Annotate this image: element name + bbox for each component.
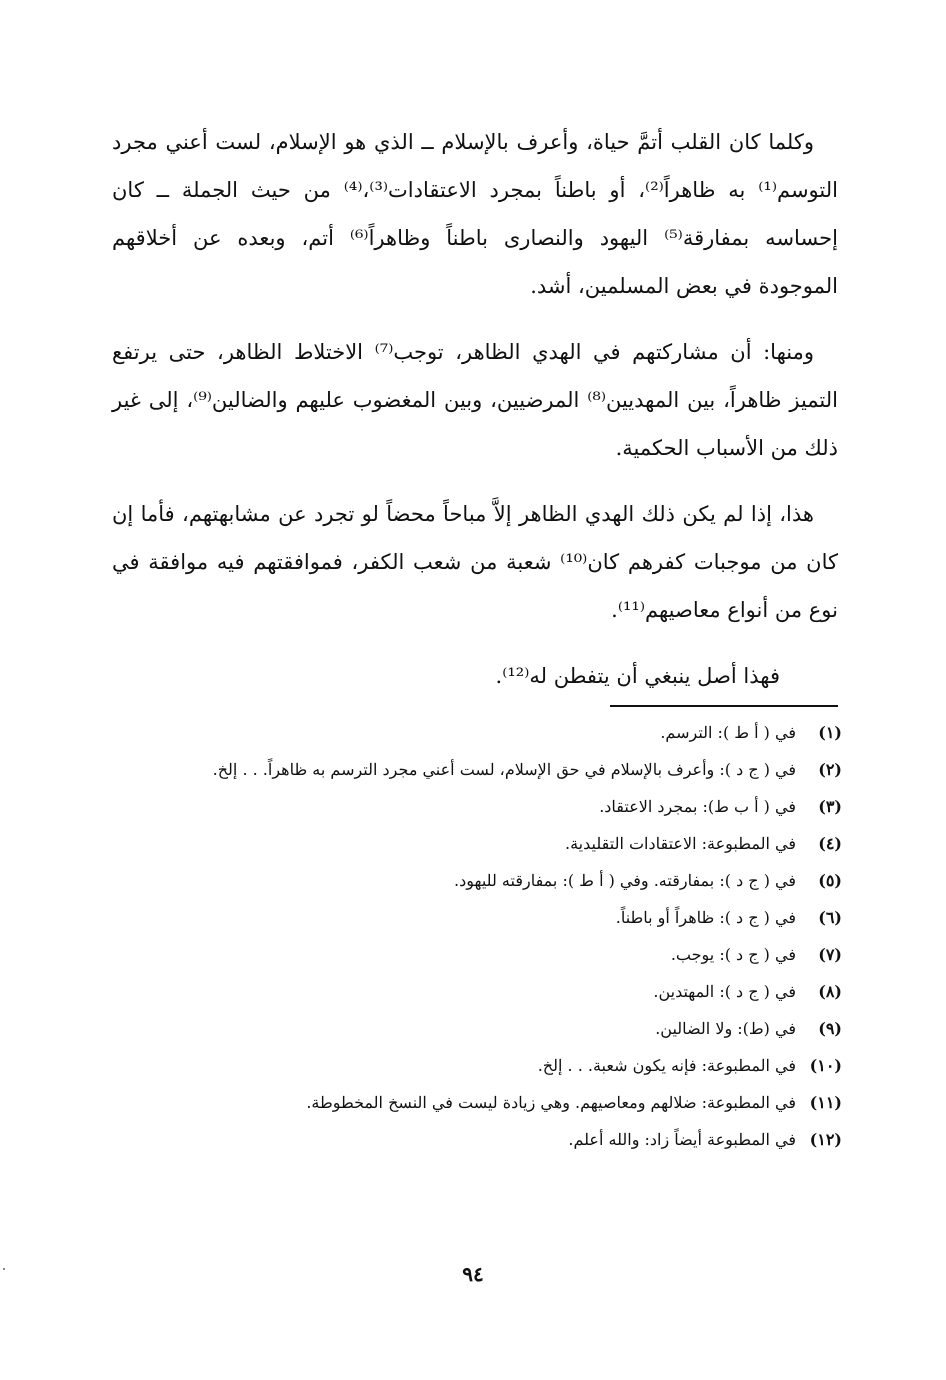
footnote-6 <box>112 899 842 936</box>
footnote-number: (٣) <box>818 797 842 816</box>
footnote-text: في المطبوعة: ضلالهم ومعاصيهم. وهي زيادة ليست في النسخ المخطوطة. <box>306 1093 796 1112</box>
paragraph-1: وكلما كان القلب أتمَّ حياة، وأعرف بالإسلام ــ الذي هو الإسلام، لست أعني مجرد التوسم⁽¹⁾ به ظاهراً⁽²⁾، أو باطناً بمجرد الاعتقادات⁽³⁾،⁽⁴⁾ من حيث الجملة ــ كان إحساسه بمفارقة⁽⁵⁾ اليهود والنصارى باطناً وظاهراً⁽⁶⁾ أتم، وبعده عن أخلاقهم الموجودة في بعض المسلمين، أشد. <box>112 130 838 298</box>
footnote-text: في ( ج د ): ظاهراً أو باطناً. <box>615 908 796 927</box>
footnote-number: (١٠) <box>809 1056 842 1075</box>
footnote-text: في ( ج د ): المهتدين. <box>653 982 796 1001</box>
footnote-1 <box>112 714 842 751</box>
footnote-number: (٤) <box>818 834 842 853</box>
footnotes-list <box>112 714 842 1158</box>
footnote-text: في المطبوعة: الاعتقادات التقليدية. <box>565 834 796 853</box>
footnote-5 <box>112 862 842 899</box>
paragraph-4: فهذا أصل ينبغي أن يتفطن له⁽¹²⁾. <box>495 664 780 688</box>
footnote-7 <box>112 936 842 973</box>
main-text <box>112 118 838 718</box>
footnote-10 <box>112 1047 842 1084</box>
page-number: ٩٤ <box>462 1262 484 1286</box>
paragraph-2: ومنها: أن مشاركتهم في الهدي الظاهر، توجب⁽⁷⁾ الاختلاط الظاهر، حتى يرتفع التميز ظاهراً، بين المهديين⁽⁸⁾ المرضيين، وبين المغضوب عليهم والضالين⁽⁹⁾، إلى غير ذلك من الأسباب الحكمية. <box>112 340 838 460</box>
footnote-text: في ( أ ط ): الترسم. <box>660 723 796 742</box>
footnote-text: في ( ج د ): بمفارقته. وفي ( أ ط ): بمفارقته لليهود. <box>453 871 796 890</box>
footnote-number: (٨) <box>818 982 842 1001</box>
footnote-text: في ( ج د ): وأعرف بالإسلام في حق الإسلام، لست أعني مجرد الترسم به ظاهراً. . . إلخ. <box>212 760 796 779</box>
footnote-number: (٥) <box>818 871 842 890</box>
footnote-9 <box>112 1010 842 1047</box>
footnote-number: (٢) <box>818 760 842 779</box>
margin-mark <box>3 1268 5 1270</box>
footnote-3 <box>112 788 842 825</box>
footnote-text: في ( ج د ): يوجب. <box>670 945 796 964</box>
footnote-12 <box>112 1121 842 1158</box>
footnote-text: في المطبوعة: فإنه يكون شعبة. . . إلخ. <box>537 1056 796 1075</box>
footnote-text: في المطبوعة أيضاً زاد: والله أعلم. <box>568 1130 796 1149</box>
footnote-number: (١١) <box>809 1093 842 1112</box>
footnote-text: في ( أ ب ط): بمجرد الاعتقاد. <box>599 797 796 816</box>
footnote-8 <box>112 973 842 1010</box>
footnote-2 <box>112 751 842 788</box>
footnote-number: (١) <box>818 723 842 742</box>
footnote-11 <box>112 1084 842 1121</box>
footnote-number: (١٢) <box>809 1130 842 1149</box>
paragraph-3: هذا، إذا لم يكن ذلك الهدي الظاهر إلاَّ مباحاً محضاً لو تجرد عن مشابهتهم، فأما إن كان من موجبات كفرهم كان⁽¹⁰⁾ شعبة من شعب الكفر، فموافقتهم فيه موافقة في نوع من أنواع معاصيهم⁽¹¹⁾. <box>112 502 838 622</box>
footnote-number: (٩) <box>818 1019 842 1038</box>
footnote-text: في (ط): ولا الضالين. <box>655 1019 796 1038</box>
footnote-4 <box>112 825 842 862</box>
footnote-number: (٧) <box>818 945 842 964</box>
footnote-number: (٦) <box>818 908 842 927</box>
footnote-separator <box>610 705 838 707</box>
